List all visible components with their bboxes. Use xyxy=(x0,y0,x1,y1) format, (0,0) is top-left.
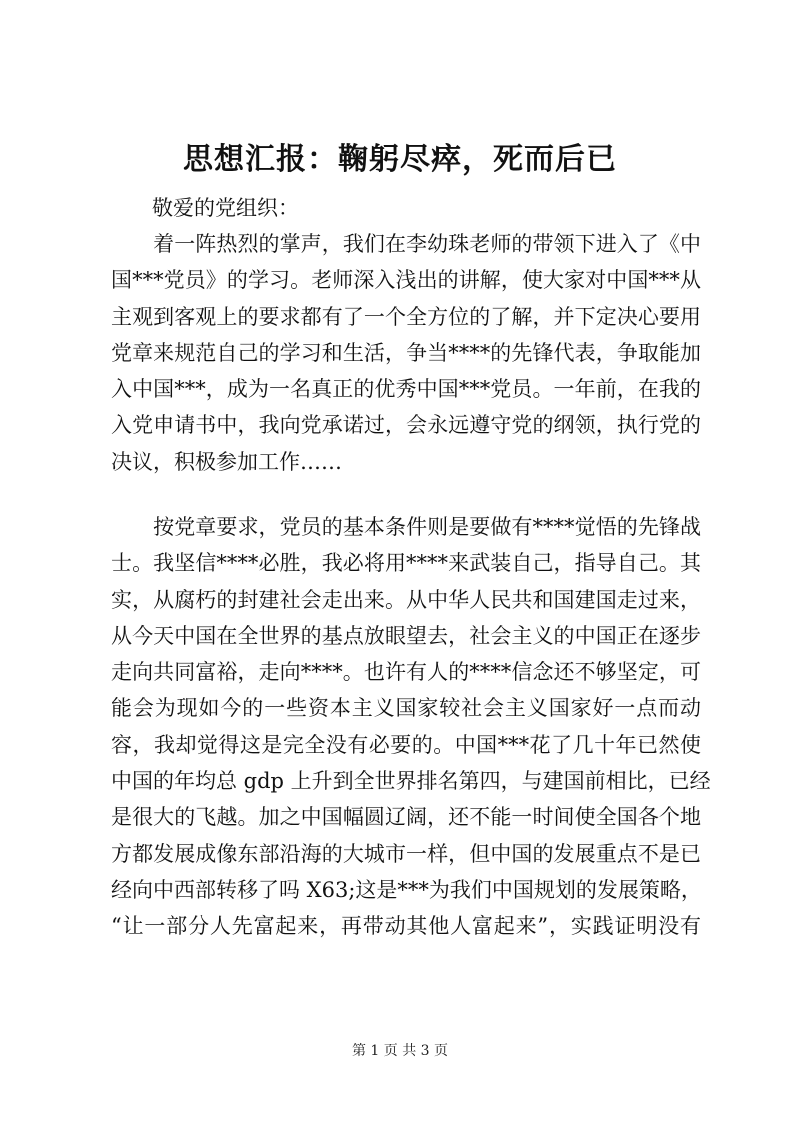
text-line: “让一部分人先富起来，再带动其他人富起来”，实践证明没有 xyxy=(111,914,701,939)
page-footer: 第 1 页 共 3 页 xyxy=(351,1043,449,1059)
text-line: 党章来规范自己的学习和生活，争当****的先锋代表，争取能加 xyxy=(111,340,701,365)
text-line: 是很大的飞越。加之中国幅圆辽阔，还不能一时间使全国各个地 xyxy=(111,805,701,830)
text-line: 从今天中国在全世界的基点放眼望去，社会主义的中国正在逐步 xyxy=(111,623,701,648)
text-line: 经向中西部转移了吗 X63;这是***为我们中国规划的发展策略， xyxy=(111,877,702,902)
text-line: 走向共同富裕，走向****。也许有人的****信念还不够坚定，可 xyxy=(111,660,701,685)
text-line: 主观到客观上的要求都有了一个全方位的了解，并下定决心要用 xyxy=(111,304,701,329)
text-line: 中国的年均总 gdp 上升到全世界排名第四，与建国前相比，已经 xyxy=(111,769,711,794)
text-line: 士。我坚信****必胜，我必将用****来武装自己，指导自己。其 xyxy=(111,551,701,576)
text-line: 按党章要求，党员的基本条件则是要做有****觉悟的先锋战 xyxy=(111,515,701,539)
paragraph-1 xyxy=(111,226,701,480)
document-title: 思想汇报：鞠躬尽瘁，死而后已 xyxy=(183,142,617,177)
text-line: 入中国***，成为一名真正的优秀中国***党员。一年前，在我的 xyxy=(111,377,701,402)
text-line: 着一阵热烈的掌声，我们在李幼珠老师的带领下进入了《中 xyxy=(111,232,701,256)
text-line: 方都发展成像东部沿海的大城市一样，但中国的发展重点不是已 xyxy=(111,841,701,866)
paragraph-2 xyxy=(111,509,711,945)
text-line: 实，从腐朽的封建社会走出来。从中华人民共和国建国走过来， xyxy=(111,587,701,612)
text-line: 决议，积极参加工作…… xyxy=(111,449,342,474)
text-line: 国***党员》的学习。老师深入浅出的讲解，使大家对中国***从 xyxy=(111,268,701,293)
text-line: 入党申请书中，我向党承诺过，会永远遵守党的纲领，执行党的 xyxy=(111,413,701,438)
salutation: 敬爱的党组织： xyxy=(152,196,299,220)
text-line: 能会为现如今的一些资本主义国家较社会主义国家好一点而动 xyxy=(111,696,701,721)
text-line: 容，我却觉得这是完全没有必要的。中国***花了几十年已然使 xyxy=(111,732,701,757)
